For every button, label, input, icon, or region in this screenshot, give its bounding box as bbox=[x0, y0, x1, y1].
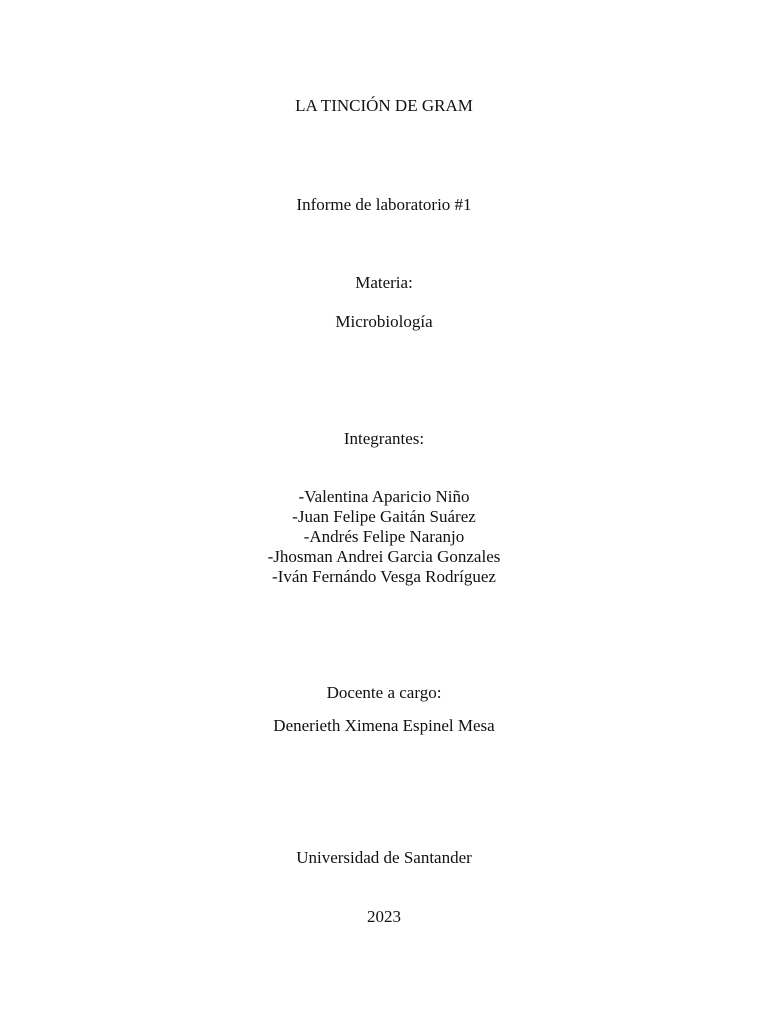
year: 2023 bbox=[367, 907, 401, 926]
document-title: LA TINCIÓN DE GRAM bbox=[295, 96, 473, 115]
subject-name: Microbiología bbox=[335, 312, 433, 331]
member-name: -Iván Fernándo Vesga Rodríguez bbox=[272, 567, 496, 586]
subject-label: Materia: bbox=[355, 273, 413, 292]
members-label: Integrantes: bbox=[343, 429, 425, 448]
members-list bbox=[0, 487, 768, 587]
institution-name: Universidad de Santander bbox=[296, 848, 472, 867]
member-name: -Valentina Aparicio Niño bbox=[298, 487, 470, 506]
teacher-label: Docente a cargo: bbox=[326, 683, 442, 702]
teacher-name: Denerieth Ximena Espinel Mesa bbox=[273, 716, 495, 735]
member-name: -Andrés Felipe Naranjo bbox=[303, 527, 465, 546]
member-name: -Jhosman Andrei Garcia Gonzales bbox=[267, 547, 501, 566]
member-name: -Juan Felipe Gaitán Suárez bbox=[292, 507, 476, 526]
report-number: Informe de laboratorio #1 bbox=[296, 195, 472, 214]
